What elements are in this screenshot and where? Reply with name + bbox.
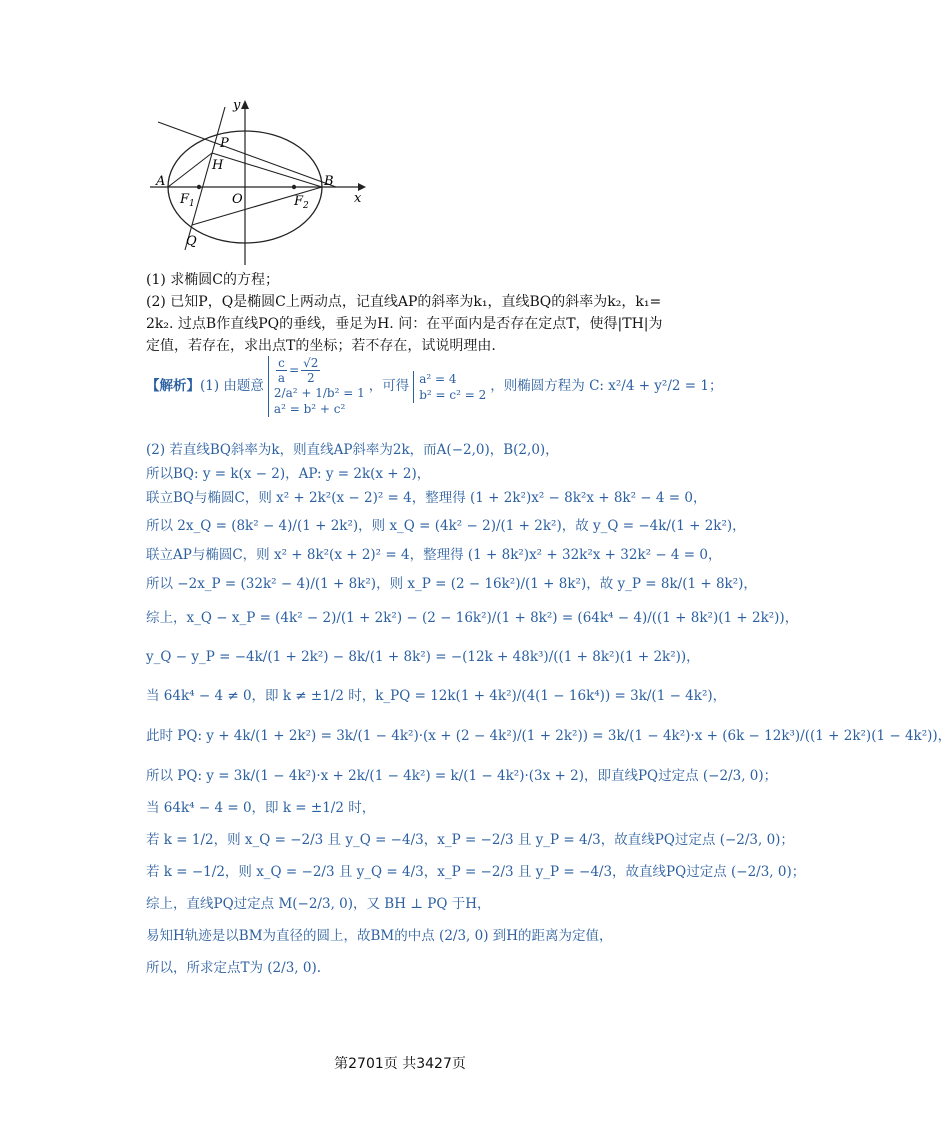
solution-label: 【解析】 bbox=[146, 378, 200, 394]
solution-part1 bbox=[146, 356, 722, 417]
label-x: x bbox=[354, 191, 362, 206]
question-part2-line3: 定值，若存在，求出点T的坐标；若不存在，试说明理由. bbox=[146, 338, 496, 354]
solution-line-2: (2) 若直线BQ斜率为k，则直线AP斜率为2k，而A(−2,0)，B(2,0)， bbox=[146, 442, 559, 458]
solution-line-13: 当 64k⁴ − 4 = 0，即 k = ±1/2 时， bbox=[146, 800, 376, 816]
solution-line-14: 若 k = 1/2，则 x_Q = −2/3 且 y_Q = −4/3，x_P = −2/3 且 y_P = 4/3，故直线PQ过定点 (−2/3, 0)； bbox=[146, 832, 794, 848]
solution-part1-mid: ，可得 bbox=[368, 378, 410, 394]
solution-line-9: y_Q − y_P = −4k/(1 + 2k²) − 8k/(1 + 8k²) = −(12k + 48k³)/((1 + 8k²)(1 + 2k²))， bbox=[146, 649, 700, 665]
solution-line-15: 若 k = −1/2，则 x_Q = −2/3 且 y_Q = 4/3，x_P = −2/3 且 y_P = −4/3，故直线PQ过定点 (−2/3, 0)； bbox=[146, 864, 806, 880]
solution-line-4: 联立BQ与椭圆C，则 x² + 2k²(x − 2)² = 4，整理得 (1 + 2k²)x² − 8k²x + 8k² − 4 = 0， bbox=[146, 490, 707, 506]
system-eq2: 2/a² + 1/b² = 1 bbox=[273, 386, 365, 400]
solution-part1-pre: (1) 由题意 bbox=[200, 378, 264, 394]
frac-c-over-a: $\frac{c}{a}$ bbox=[277, 356, 286, 385]
solution-line-17: 易知H轨迹是以BM为直径的圆上，故BM的中点 (2/3, 0) 到H的距离为定值， bbox=[146, 928, 613, 944]
label-a: A bbox=[156, 174, 166, 189]
solution-line-5: 所以 2x_Q = (8k² − 4)/(1 + 2k²)，则 x_Q = (4k² − 2)/(1 + 2k²)，故 y_Q = −4k/(1 + 2k²)， bbox=[146, 518, 746, 534]
solution-line-11: 此时 PQ: y + 4k/(1 + 2k²) = 3k/(1 − 4k²)·(x + (2 − 4k²)/(1 + 2k²)) = 3k/(1 − 4k²)·x + (6k − 12k³)/((1 + 2k²)(1 − 4k²))， bbox=[146, 728, 951, 744]
x-axis-arrow-icon bbox=[358, 183, 366, 191]
y-axis-arrow-icon bbox=[241, 100, 249, 109]
solution-line-18: 所以，所求定点T为 (2/3, 0). bbox=[146, 960, 322, 976]
line-ah bbox=[168, 153, 212, 187]
label-y: y bbox=[233, 98, 241, 113]
solution-line-16: 综上，直线PQ过定点 M(−2/3, 0)，又 BH ⊥ PQ 于H， bbox=[146, 896, 491, 912]
label-q: Q bbox=[186, 234, 197, 249]
focus-f1 bbox=[197, 185, 201, 189]
question-part1: (1) 求椭圆C的方程； bbox=[146, 272, 279, 288]
line-ap bbox=[158, 122, 336, 187]
question-part2-line1: (2) 已知P，Q是椭圆C上两动点，记直线AP的斜率为k₁，直线BQ的斜率为k₂，k₁= bbox=[146, 294, 662, 310]
solution-line-3: 所以BQ: y = k(x − 2)，AP: y = 2k(x + 2)， bbox=[146, 466, 431, 482]
page-number-footer: 第2701页 共3427页 bbox=[334, 1056, 466, 1072]
solution-line-6: 联立AP与椭圆C，则 x² + 8k²(x + 2)² = 4，整理得 (1 + 8k²)x² + 32k²x + 32k² − 4 = 0， bbox=[146, 547, 722, 563]
ellipse-figure bbox=[140, 95, 380, 270]
frac-sqrt2-over-2: $\frac{√2}{2}$ bbox=[303, 356, 319, 385]
line-bh bbox=[212, 153, 322, 187]
solution-line-12: 所以 PQ: y = 3k/(1 − 4k²)·x + 2k/(1 − 4k²) = k/(1 − 4k²)·(3x + 2)，即直线PQ过定点 (−2/3, 0)； bbox=[146, 768, 778, 784]
label-h: H bbox=[212, 158, 224, 173]
label-f2: $F_2$ bbox=[294, 194, 309, 211]
solution-system-given: $\frac{c}{a}$ = $\frac{√2}{2}$ 2/a² + 1/b² = 1 a² = b² + c² bbox=[268, 356, 365, 417]
solution-line-10: 当 64k⁴ − 4 ≠ 0，即 k ≠ ±1/2 时，k_PQ = 12k(1 + 4k²)/(4(1 − 16k⁴)) = 3k/(1 − 4k²)， bbox=[146, 688, 727, 704]
question-part2-line2: 2k₂. 过点B作直线PQ的垂线，垂足为H. 问：在平面内是否存在定点T，使得|TH|为 bbox=[146, 316, 663, 332]
focus-f2 bbox=[292, 185, 296, 189]
line-pq bbox=[185, 107, 225, 250]
label-p: P bbox=[220, 136, 229, 151]
label-b: B bbox=[324, 174, 334, 189]
system-eq3: a² = b² + c² bbox=[273, 402, 346, 416]
solution-line-7: 所以 −2x_P = (32k² − 4)/(1 + 8k²)，则 x_P = (2 − 16k²)/(1 + 8k²)，故 y_P = 8k/(1 + 8k²)， bbox=[146, 576, 757, 592]
solution-part1-post: ，则椭圆方程为 C: x²/4 + y²/2 = 1； bbox=[490, 378, 723, 394]
label-f1: $F_1$ bbox=[180, 192, 195, 209]
solution-system-result: a² = 4 b² = c² = 2 bbox=[413, 371, 486, 403]
label-o: O bbox=[232, 192, 243, 207]
solution-line-8: 综上，x_Q − x_P = (4k² − 2)/(1 + 2k²) − (2 − 16k²)/(1 + 8k²) = (64k⁴ − 4)/((1 + 8k²)(1 + 2k²))， bbox=[146, 610, 799, 626]
